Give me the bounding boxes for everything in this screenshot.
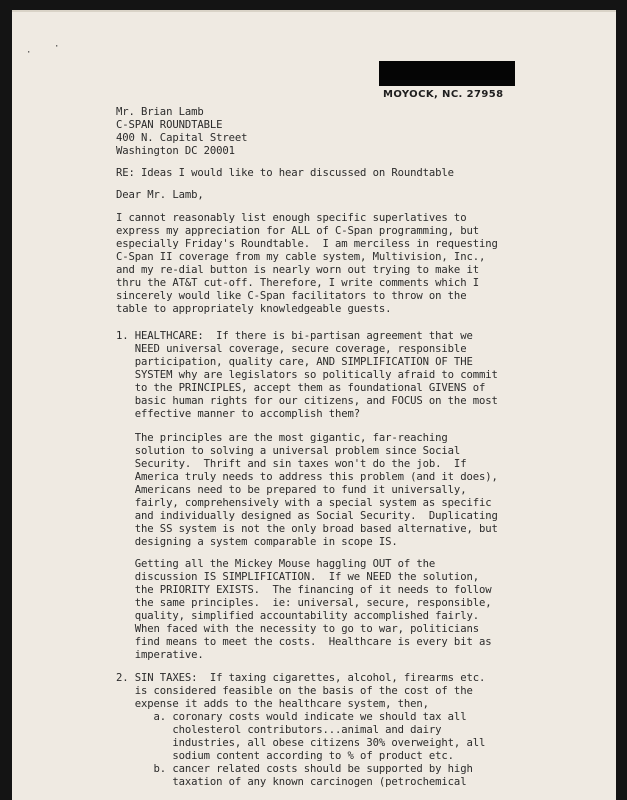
simplification-line: quality, simplified accountability accomplished fairly. <box>116 610 479 622</box>
principles-line: the SS system is not the only broad based alternative, but <box>116 523 498 535</box>
paper-mark: · <box>54 42 60 52</box>
recipient-line: 400 N. Capital Street <box>116 132 248 144</box>
section-sin-taxes-line: cholesterol contributors...animal and dairy <box>116 724 442 736</box>
section-healthcare-line: SYSTEM why are legislators so politically afraid to commit <box>116 369 498 381</box>
principles-line: Security. Thrift and sin taxes won't do the job. If <box>116 458 467 470</box>
salutation: Dear Mr. Lamb, <box>116 189 204 201</box>
redacted-name-box <box>379 61 515 86</box>
section-sin-taxes-line: 2. SIN TAXES: If taxing cigarettes, alcohol, firearms etc. <box>116 672 486 684</box>
body-line: C-Span II coverage from my cable system, Multivision, Inc., <box>116 251 486 263</box>
principles-line: and individually designed as Social Security. Duplicating <box>116 510 498 522</box>
simplification-line: discussion IS SIMPLIFICATION. If we NEED the solution, <box>116 571 479 583</box>
principles-line: designing a system comparable in scope IS. <box>116 536 398 548</box>
paper-mark: · <box>26 48 32 58</box>
section-healthcare-line: 1. HEALTHCARE: If there is bi-partisan agreement that we <box>116 330 473 342</box>
principles-line: fairly, comprehensively with a special system as specific <box>116 497 492 509</box>
body-line: thru the AT&T cut-off. Therefore, I write comments which I <box>116 277 479 289</box>
letterhead-location: MOYOCK, NC. 27958 <box>383 89 504 100</box>
section-healthcare-line: NEED universal coverage, secure coverage, responsible <box>116 343 467 355</box>
principles-line: The principles are the most gigantic, far-reaching <box>116 432 448 444</box>
section-healthcare-line: basic human rights for our citizens, and FOCUS on the most <box>116 395 498 407</box>
section-sin-taxes-line: b. cancer related costs should be supported by high <box>116 763 473 775</box>
simplification-line: imperative. <box>116 649 204 661</box>
body-line: and my re-dial button is nearly worn out trying to make it <box>116 264 479 276</box>
simplification-line: When faced with the necessity to go to war, politicians <box>116 623 479 635</box>
principles-line: America truly needs to address this problem (and it does), <box>116 471 498 483</box>
simplification-line: the same principles. ie: universal, secure, responsible, <box>116 597 492 609</box>
section-sin-taxes-line: expense it adds to the healthcare system, then, <box>116 698 429 710</box>
page-edge <box>12 10 616 12</box>
subject-line: RE: Ideas I would like to hear discussed on Roundtable <box>116 167 454 179</box>
section-sin-taxes-line: industries, all obese citizens 30% overweight, all <box>116 737 486 749</box>
recipient-line: Mr. Brian Lamb <box>116 106 204 118</box>
section-sin-taxes-line: a. coronary costs would indicate we should tax all <box>116 711 467 723</box>
simplification-line: the PRIORITY EXISTS. The financing of it needs to follow <box>116 584 492 596</box>
body-line: express my appreciation for ALL of C-Span programming, but <box>116 225 479 237</box>
body-line: table to appropriately knowledgeable guests. <box>116 303 392 315</box>
section-healthcare-line: to the PRINCIPLES, accept them as foundational GIVENS of <box>116 382 486 394</box>
section-sin-taxes-line: is considered feasible on the basis of the cost of the <box>116 685 473 697</box>
section-sin-taxes-line: sodium content according to % of product etc. <box>116 750 454 762</box>
section-healthcare-line: effective manner to accomplish them? <box>116 408 361 420</box>
principles-line: solution to solving a universal problem since Social <box>116 445 461 457</box>
body-line: especially Friday's Roundtable. I am merciless in requesting <box>116 238 498 250</box>
body-line: I cannot reasonably list enough specific superlatives to <box>116 212 467 224</box>
letter-page <box>12 10 616 800</box>
principles-line: Americans need to be prepared to fund it universally, <box>116 484 467 496</box>
recipient-line: C-SPAN ROUNDTABLE <box>116 119 223 131</box>
recipient-line: Washington DC 20001 <box>116 145 235 157</box>
simplification-line: find means to meet the costs. Healthcare is every bit as <box>116 636 492 648</box>
section-sin-taxes-line: taxation of any known carcinogen (petrochemical <box>116 776 467 788</box>
simplification-line: Getting all the Mickey Mouse haggling OUT of the <box>116 558 436 570</box>
body-line: sincerely would like C-Span facilitators to throw on the <box>116 290 467 302</box>
section-healthcare-line: participation, quality care, AND SIMPLIFICATION OF THE <box>116 356 473 368</box>
